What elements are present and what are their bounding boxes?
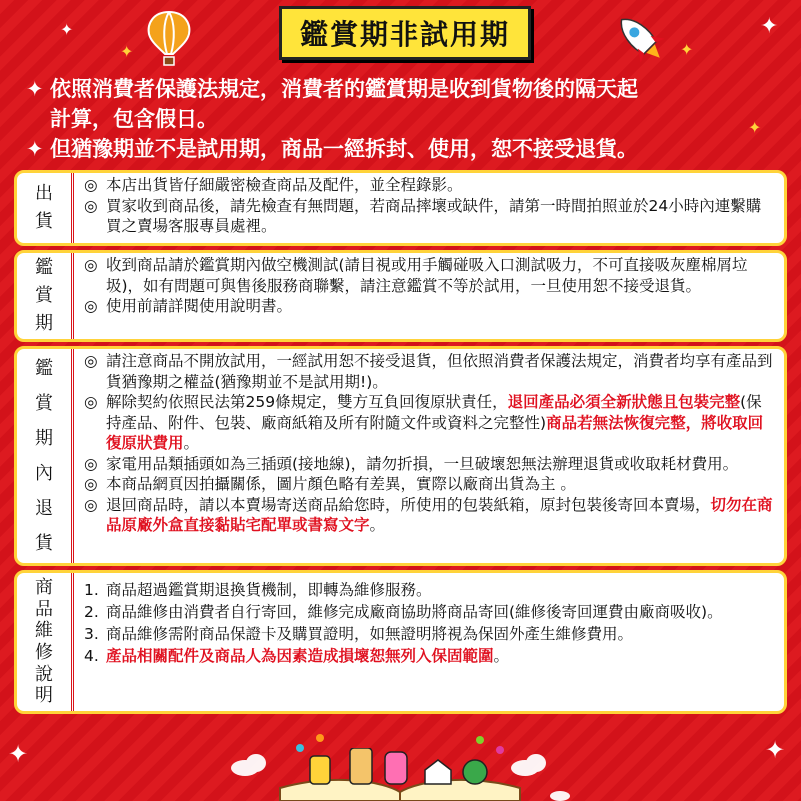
list-item bbox=[84, 645, 776, 667]
bullet: ◎ bbox=[84, 475, 98, 493]
label-char: 明 bbox=[35, 685, 53, 707]
item-text: 商品維修由消費者自行寄回，維修完成廠商協助將商品寄回(維修後寄回運費由廠商吸收)。 bbox=[106, 603, 723, 621]
section-body bbox=[74, 253, 784, 339]
item-text: 本店出貨皆仔細嚴密檢查商品及配件，並全程錄影。 bbox=[106, 176, 463, 194]
label-char: 說 bbox=[35, 663, 53, 685]
star-icon: ✦ bbox=[8, 740, 29, 768]
section-body bbox=[74, 173, 784, 243]
list-item bbox=[84, 255, 776, 296]
bullet: ◎ bbox=[84, 297, 98, 315]
item-text bbox=[106, 645, 509, 667]
star-icon: ✦ bbox=[680, 40, 694, 59]
label-char: 鑑 bbox=[35, 257, 53, 279]
label-char: 商 bbox=[35, 577, 53, 599]
list-item bbox=[84, 474, 776, 495]
text-segment: (保持產品、附件、包裝、廠商紙箱及所有附隨文件或資料之完整性) bbox=[106, 393, 762, 432]
item-text bbox=[106, 495, 776, 536]
section-label bbox=[17, 253, 74, 339]
list-item bbox=[84, 196, 776, 237]
intro-text: 依照消費者保護法規定，消費者的鑑賞期是收到貨物後的隔天起 bbox=[50, 77, 638, 101]
item-text: 買家收到商品後，請先檢查有無問題，若商品摔壞或缺件，請第一時間拍照並於24小時內連繫購買之賣場客服專員處裡。 bbox=[106, 196, 762, 235]
item-text: 本商品網頁因拍攝關係，圖片顏色略有差異，實際以廠商出貨為主 。 bbox=[106, 475, 576, 493]
text-segment: 。 bbox=[369, 516, 386, 534]
list-item bbox=[84, 175, 776, 196]
bullet: ◎ bbox=[84, 352, 98, 370]
list-item bbox=[84, 351, 776, 392]
label-char: 出 bbox=[35, 183, 53, 205]
highlight-text: 切勿在商品原廠外盒直接黏貼宅配單或書寫文字 bbox=[106, 495, 773, 534]
label-char: 品 bbox=[35, 598, 53, 620]
list-item bbox=[84, 495, 776, 536]
label-char: 賞 bbox=[35, 285, 53, 307]
text-segment: 解除契約依照民法第259條規定，雙方互負回復原狀責任， bbox=[106, 393, 508, 411]
bullet: ◎ bbox=[84, 495, 98, 514]
coffee-cup-icon bbox=[310, 756, 330, 784]
list-item bbox=[84, 623, 776, 645]
label-char: 貨 bbox=[35, 533, 53, 555]
title-banner bbox=[255, 10, 555, 56]
star-icon: ✦ bbox=[60, 20, 74, 39]
highlight-text: 退回產品必須全新狀態且包裝完整 bbox=[507, 393, 741, 411]
section-body bbox=[74, 573, 784, 711]
text-segment: 。 bbox=[493, 647, 510, 665]
list-item bbox=[84, 601, 776, 623]
section-repair bbox=[14, 570, 787, 714]
hot-air-balloon-icon bbox=[145, 10, 193, 68]
bullet: ◎ bbox=[84, 256, 98, 274]
list-item bbox=[84, 579, 776, 601]
bullet: 2. bbox=[84, 603, 99, 621]
bullet: 4. bbox=[84, 647, 99, 665]
bullet: ◎ bbox=[84, 176, 98, 194]
label-char: 內 bbox=[35, 463, 53, 484]
intro-notice bbox=[26, 74, 786, 164]
item-text bbox=[106, 392, 776, 454]
item-text: 請注意商品不開放試用，一經試用恕不接受退貨，但依照消費者保護法規定，消費者均享有產品到貨猶豫期之權益(猶豫期並不是試用期!)。 bbox=[106, 352, 773, 391]
section-returns bbox=[14, 346, 787, 566]
section-label bbox=[17, 349, 74, 563]
intro-text: 但猶豫期並不是試用期，商品一經拆封、使用，恕不接受退貨。 bbox=[50, 137, 638, 161]
item-text: 收到商品請於鑑賞期內做空機測試(請目視或用手觸碰吸入口測試吸力，不可直接吸灰塵棉屑垃圾)，如有問題可與售後服務商聯繫，請注意鑑賞不等於試用，一旦使用恕不接受退貨。 bbox=[106, 256, 748, 295]
house-icon bbox=[425, 760, 451, 784]
label-char: 維 bbox=[35, 620, 53, 642]
item-text: 使用前請詳閱使用說明書。 bbox=[106, 297, 293, 315]
item-text: 商品維修需附商品保證卡及購買證明，如無證明將視為保固外產生維修費用。 bbox=[106, 625, 634, 643]
bullet: ◎ bbox=[84, 454, 98, 473]
star-icon: ✦ bbox=[765, 736, 786, 764]
highlight-text: 產品相關配件及商品人為因素造成損壞恕無列入保固範圍 bbox=[106, 647, 494, 665]
text-segment: 。 bbox=[183, 434, 200, 452]
open-book-icon bbox=[270, 748, 530, 801]
section-label bbox=[17, 573, 74, 711]
label-char: 貨 bbox=[35, 211, 53, 232]
label-char: 期 bbox=[35, 312, 53, 334]
list-item bbox=[84, 296, 776, 317]
item-text: 商品超過鑑賞期退換貨機制，即轉為維修服務。 bbox=[106, 581, 432, 599]
bullet: ◎ bbox=[84, 196, 98, 215]
item-text: 家電用品類插頭如為三插頭(接地線)，請勿折損，一旦破壞恕無法辦理退貨或收取耗材費用。 bbox=[106, 454, 739, 473]
star-icon: ✦ bbox=[120, 42, 134, 61]
star-icon: ✦ bbox=[748, 118, 762, 137]
label-char: 期 bbox=[35, 427, 53, 449]
section-shipping bbox=[14, 170, 787, 246]
sparkle-icon: ✦ bbox=[26, 77, 44, 101]
intro-line bbox=[26, 134, 786, 164]
section-label bbox=[17, 173, 74, 243]
highlight-text: 商品若無法恢復完整，將收取回復原狀費用 bbox=[106, 413, 764, 452]
sparkle-icon: ✦ bbox=[26, 137, 44, 161]
section-body bbox=[74, 349, 784, 563]
label-char: 修 bbox=[35, 642, 53, 663]
list-item bbox=[84, 454, 776, 475]
label-char: 鑑 bbox=[35, 357, 53, 379]
bullet: ◎ bbox=[84, 393, 98, 411]
text-segment: 退回商品時，請以本賣場寄送商品給您時，所使用的包裝紙箱，原封包裝後寄回本賣場， bbox=[106, 495, 711, 514]
intro-line bbox=[26, 74, 786, 104]
label-char: 賞 bbox=[35, 392, 53, 414]
star-icon: ✦ bbox=[760, 14, 779, 39]
page-title: 鑑賞期非試用期 bbox=[279, 6, 531, 60]
bullet: 1. bbox=[84, 581, 99, 599]
bullet: 3. bbox=[84, 625, 99, 643]
rocket-icon bbox=[605, 8, 675, 68]
section-appreciation bbox=[14, 250, 787, 342]
label-char: 退 bbox=[35, 498, 53, 520]
list-item bbox=[84, 392, 776, 454]
blender-icon bbox=[350, 748, 372, 784]
intro-text: 計算，包含假日。 bbox=[50, 107, 218, 131]
